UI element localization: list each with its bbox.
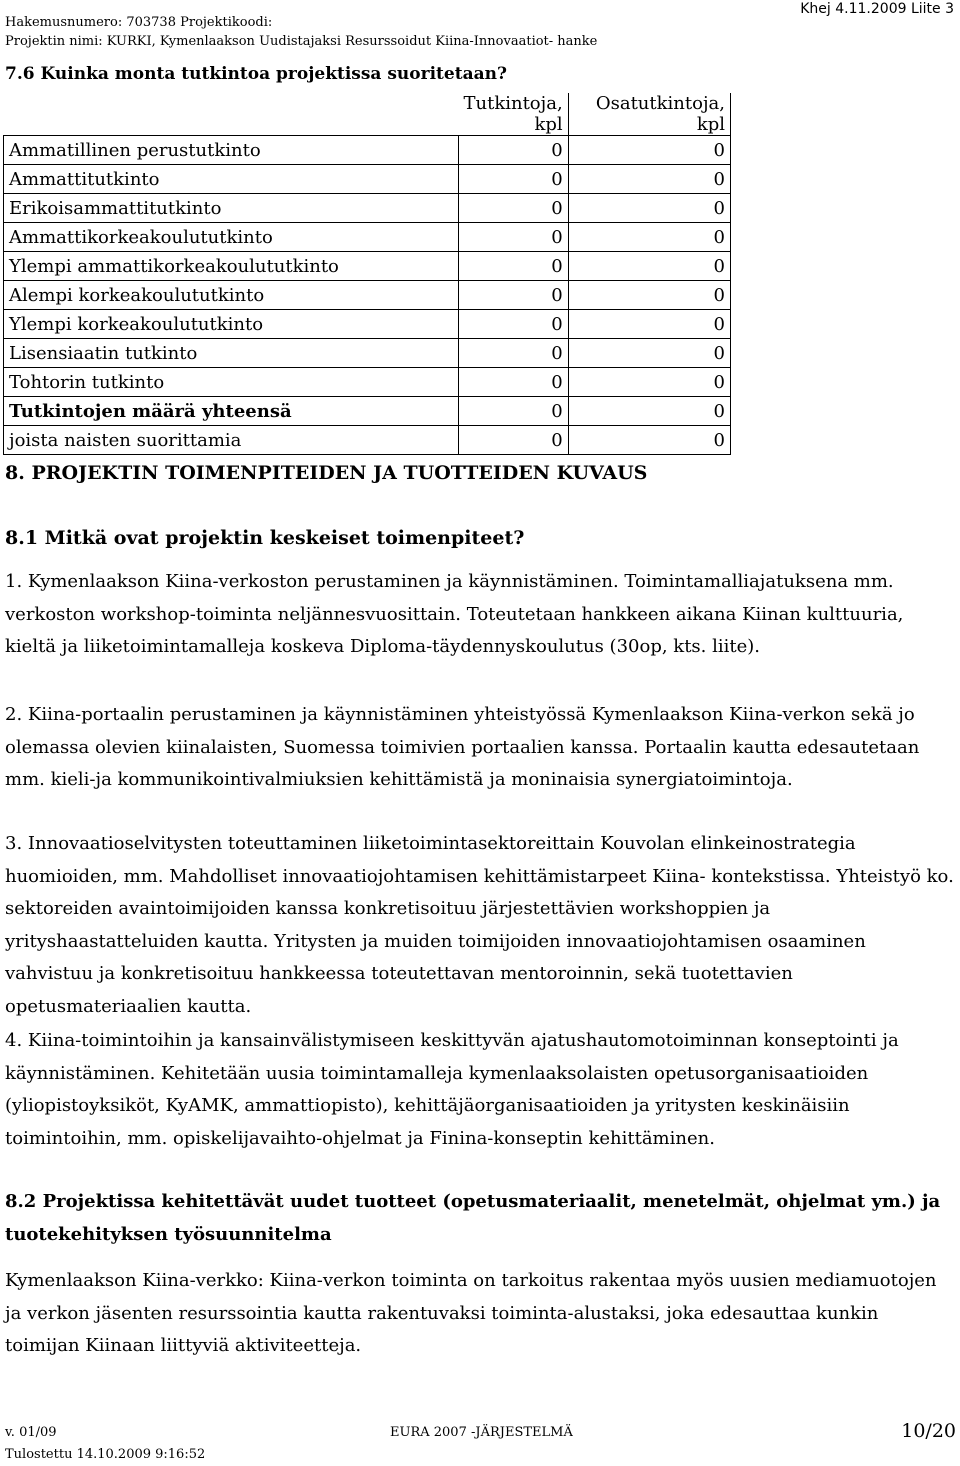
section-8-2-title-line2: tuotekehityksen työsuunnitelma: [5, 1224, 332, 1245]
row-label: Erikoisammattitutkinto: [4, 194, 459, 223]
row-label: Ammattitutkinto: [4, 165, 459, 194]
row-osatutkintoja: 0: [568, 136, 730, 165]
row-osatutkintoja: 0: [568, 281, 730, 310]
row-label: Ammattikorkeakoulututkinto: [4, 223, 459, 252]
row-osatutkintoja: 0: [568, 368, 730, 397]
section-8-1-title: 8.1 Mitkä ovat projektin keskeiset toimenpiteet?: [5, 527, 525, 549]
table-row: [4, 310, 731, 339]
row-osatutkintoja: 0: [568, 426, 730, 455]
col-header-osatutkintoja: Osatutkintoja, kpl: [568, 93, 730, 136]
row-tutkintoja: 0: [458, 426, 568, 455]
degrees-table: [3, 93, 731, 455]
row-osatutkintoja: 0: [568, 165, 730, 194]
row-tutkintoja: 0: [458, 281, 568, 310]
col-header-tutkintoja: Tutkintoja, kpl: [458, 93, 568, 136]
row-osatutkintoja: 0: [568, 310, 730, 339]
section-8-2-title-line1: 8.2 Projektissa kehitettävät uudet tuotteet (opetusmateriaalit, menetelmät, ohjelmat ym.) ja: [5, 1191, 941, 1212]
table-row: [4, 368, 731, 397]
footer-page-number: 10/20: [901, 1420, 956, 1442]
row-tutkintoja: 0: [458, 194, 568, 223]
footer-printed: Tulostettu 14.10.2009 9:16:52: [5, 1447, 206, 1462]
header-date-attachment: Khej 4.11.2009 Liite 3: [800, 1, 954, 17]
row-label: Ammatillinen perustutkinto: [4, 136, 459, 165]
measure-paragraph-1: 1. Kymenlaakson Kiina-verkoston perustaminen ja käynnistäminen. Toimintamalliajatuksena mm. verkoston workshop-toiminta neljännesvuosittain. Toteutetaan hankkeen aikana Kiinan kulttuuria, kieltä ja liiketoimintamalleja koskeva Diploma-täydennyskoulutus (30op, kts. liite).: [5, 571, 904, 657]
row-osatutkintoja: 0: [568, 223, 730, 252]
table-row: [4, 136, 731, 165]
measure-paragraph-2: 2. Kiina-portaalin perustaminen ja käynnistäminen yhteistyössä Kymenlaakson Kiina-verkon sekä jo olemassa olevien kiinalaisten, Suomessa toimivien portaalien kanssa. Portaalin kautta edesautetaan mm. kieli-ja kommunikointivalmiuksien kehittämistä ja moninaisia synergiatoimintoja.: [5, 704, 920, 790]
row-tutkintoja: 0: [458, 223, 568, 252]
section-7-6-title: 7.6 Kuinka monta tutkintoa projektissa suoritetaan?: [5, 64, 507, 84]
table-row-total: [4, 397, 731, 426]
section-8-2-paragraph: Kymenlaakson Kiina-verkko: Kiina-verkon toiminta on tarkoitus rakentaa myös uusien mediamuotojen ja verkon jäsenten resurssointia kautta rakentuvaksi toiminta-alustaksi, joka edesauttaa kunkin toimijan Kiinaan liittyviä aktiviteetteja.: [5, 1270, 937, 1356]
row-label: Alempi korkeakoulututkinto: [4, 281, 459, 310]
row-label: Ylempi korkeakoulututkinto: [4, 310, 459, 339]
row-tutkintoja: 0: [458, 339, 568, 368]
row-tutkintoja: 0: [458, 252, 568, 281]
table-row: [4, 281, 731, 310]
footer-version: v. 01/09: [5, 1425, 57, 1440]
row-label: Ylempi ammattikorkeakoulututkinto: [4, 252, 459, 281]
row-tutkintoja: 0: [458, 397, 568, 426]
table-row: [4, 339, 731, 368]
row-label: joista naisten suorittamia: [4, 426, 459, 455]
row-label: Tutkintojen määrä yhteensä: [4, 397, 459, 426]
measure-paragraph-3: 3. Innovaatioselvitysten toteuttaminen liiketoimintasektoreittain Kouvolan elinkeinostrategia huomioiden, mm. Mahdolliset innovaatiojohtamisen kehittämistarpeet Kiina- kontekstissa. Yhteistyö ko. sektoreiden avaintoimijoiden kanssa konkretisoituu järjestettävien workshoppien ja yrityshaastatteluiden kautta. Yritysten ja muiden toimijoiden innovaatiojohtamisen osaaminen vahvistuu ja konkretisoituu hankkeessa toteutettavan mentoroinnin, sekä tuotettavien opetusmateriaalien kautta.: [5, 833, 954, 1017]
table-row: [4, 194, 731, 223]
row-osatutkintoja: 0: [568, 194, 730, 223]
table-row: [4, 165, 731, 194]
header-project-name: Projektin nimi: KURKI, Kymenlaakson Uudistajaksi Resurssoidut Kiina-Innovaatiot- hanke: [5, 34, 598, 49]
table-row: [4, 223, 731, 252]
footer-system: EURA 2007 -JÄRJESTELMÄ: [390, 1425, 573, 1440]
measure-paragraph-4: 4. Kiina-toimintoihin ja kansainvälistymiseen keskittyvän ajatushautomotoiminnan konseptointi ja käynnistäminen. Kehitetään uusia toimintamalleja kymenlaaksolaisten opetusorganisaatioiden (yliopistoyksiköt, KyAMK, ammattiopisto), kehittäjäorganisaatioiden ja yritysten keskinäisiin toimintoihin, mm. opiskelijavaihto-ohjelmat ja Finina-konseptin kehittäminen.: [5, 1030, 899, 1149]
row-tutkintoja: 0: [458, 136, 568, 165]
table-header-row: [4, 93, 731, 136]
table-row: [4, 426, 731, 455]
row-label: Tohtorin tutkinto: [4, 368, 459, 397]
row-tutkintoja: 0: [458, 165, 568, 194]
table-row: [4, 252, 731, 281]
row-osatutkintoja: 0: [568, 252, 730, 281]
header-application-number: Hakemusnumero: 703738 Projektikoodi:: [5, 15, 273, 30]
row-osatutkintoja: 0: [568, 339, 730, 368]
row-osatutkintoja: 0: [568, 397, 730, 426]
section-8-title: 8. PROJEKTIN TOIMENPITEIDEN JA TUOTTEIDEN KUVAUS: [5, 462, 648, 484]
row-label: Lisensiaatin tutkinto: [4, 339, 459, 368]
row-tutkintoja: 0: [458, 368, 568, 397]
row-tutkintoja: 0: [458, 310, 568, 339]
